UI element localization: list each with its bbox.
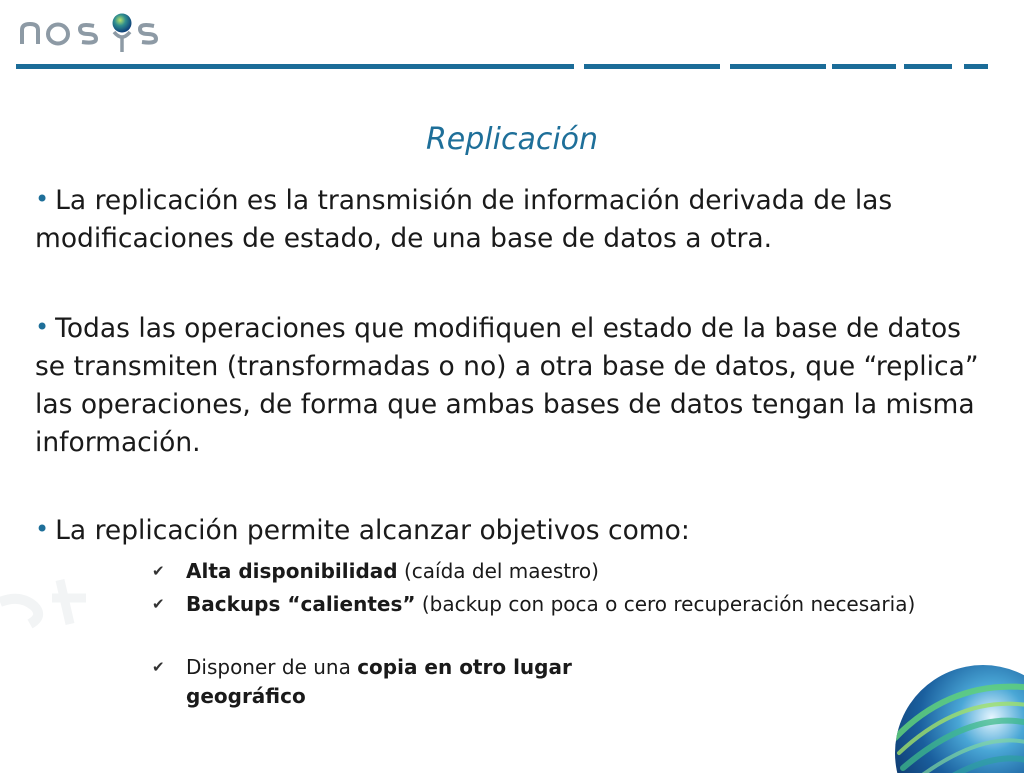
- sub-item: [152, 653, 656, 711]
- sub-item-pre: Disponer de una: [186, 655, 358, 679]
- corner-globe-icon: [893, 658, 1024, 773]
- globe-icon: [113, 14, 132, 33]
- sub-item: [152, 590, 916, 619]
- bullet-paragraph: [35, 310, 990, 462]
- checkmark-icon: ✔: [152, 658, 165, 676]
- decorative-ghost-graphic: [0, 572, 95, 632]
- bullet-text: La replicación permite alcanzar objetivos como:: [55, 515, 690, 546]
- bullet-text: La replicación es la transmisión de información derivada de las modificaciones de estado, de una base de datos a otra.: [35, 185, 893, 254]
- checkmark-icon: ✔: [152, 595, 165, 613]
- slide-title: Replicación: [425, 122, 599, 157]
- bullet-text: Todas las operaciones que modifiquen el estado de la base de datos se transmiten (transformadas o no) a otra base de datos, que “replica” las operaciones, de forma que ambas bases de datos tengan la misma información.: [35, 313, 979, 458]
- nosys-logo: [18, 10, 208, 58]
- bullet-dot-icon: •: [35, 313, 50, 341]
- bullet-paragraph: [35, 182, 990, 258]
- sub-item-bold: copia en otro lugar geográfico: [186, 655, 572, 708]
- header-divider: [16, 64, 988, 70]
- sub-item-rest: (caída del maestro): [397, 559, 599, 583]
- bullet-dot-icon: •: [35, 515, 50, 543]
- sub-item-bold: Alta disponibilidad: [186, 559, 398, 583]
- bullet-dot-icon: •: [35, 185, 50, 213]
- sub-item-rest: (backup con poca o cero recuperación necesaria): [415, 592, 916, 616]
- sub-item: [152, 557, 946, 586]
- checkmark-icon: ✔: [152, 562, 165, 580]
- sub-item-bold: Backups “calientes”: [186, 592, 416, 616]
- logo-graphic: [18, 10, 208, 58]
- bullet-paragraph: [35, 512, 990, 550]
